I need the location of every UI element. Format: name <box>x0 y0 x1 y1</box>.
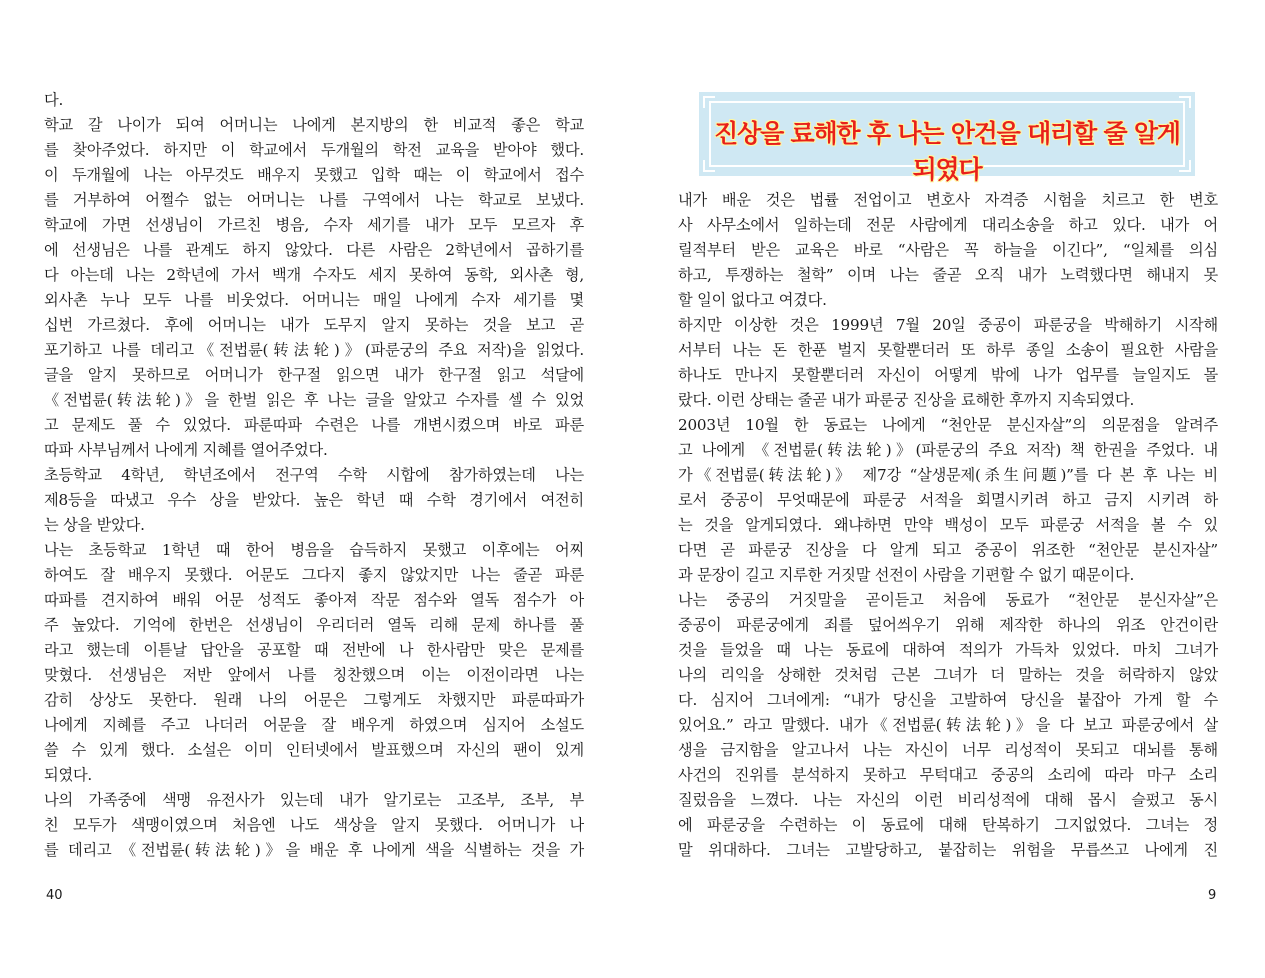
text-line: 하지만 이상한 것은 1999년 7월 20일 중공이 파룬궁을 박해하기 시작해 <box>678 316 1218 334</box>
text-line: 학교에 가면 선생님이 가르친 병음, 수자 세기를 내가 모두 모르자 후 <box>44 216 584 234</box>
banner-corner-ornament <box>1179 96 1191 108</box>
text-line: 맞혔다. 선생님은 저반 앞에서 나를 칭찬했으며 이는 이전이라면 나는 <box>44 666 584 684</box>
banner-corner-ornament <box>703 96 715 108</box>
chapter-title: 진상을 료해한 후 나는 안건을 대리할 줄 알게 되였다 <box>714 119 1180 184</box>
text-line: 주 높았다. 기억에 한번은 선생님이 우리더러 열독 리해 문제 하나를 풀 <box>44 616 584 634</box>
text-line: 에 선생님은 나를 관계도 하지 않았다. 다른 사람은 2학년에서 곱하기를 <box>44 241 584 259</box>
text-line: 다. 심지어 그녀에게: “내가 당신을 고발하여 당신을 붙잡아 가게 할 수 <box>678 691 1218 709</box>
text-line: 서부터 나는 돈 한푼 벌지 못할뿐더러 또 하루 종일 소송이 필요한 사람을 <box>678 341 1218 359</box>
text-line: 에 파룬궁을 수련하는 이 동료에 대해 탄복하기 그지없었다. 그녀는 정 <box>678 816 1218 834</box>
text-line: 는 상을 받았다. <box>44 516 145 534</box>
text-line: 를 데리고 《전법륜(转法轮)》을 배운 후 나에게 색을 식별하는 것을 가 <box>44 841 584 859</box>
text-line: 다. <box>44 91 64 109</box>
text-line: 를 거부하여 어쩔수 없는 어머니는 나를 구역에서 나는 학교로 보냈다. <box>44 191 584 209</box>
text-line: 고 나에게 《전법륜(转法轮)》(파룬궁의 주요 저작) 책 한권을 주었다. 내 <box>678 441 1218 459</box>
text-line: 친 모두가 색맹이였으며 처음엔 나도 색상을 알지 못했다. 어머니가 나 <box>44 816 584 834</box>
text-line: 십번 가르쳤다. 후에 어머니는 내가 도무지 알지 못하는 것을 보고 곧 <box>44 316 584 334</box>
text-line: 질렀음을 느꼈다. 나는 자신의 이런 비리성적에 대해 몹시 슬펐고 동시 <box>678 791 1218 809</box>
text-line: 고 문제도 풀 수 있었다. 파룬따파 수련은 나를 개변시켰으며 바로 파룬 <box>44 416 584 434</box>
chapter-title-banner <box>699 92 1195 184</box>
text-line: 쓸 수 있게 했다. 소설은 이미 인터넷에서 발표했으며 자신의 팬이 있게 <box>44 741 584 759</box>
text-line: 하고, 투쟁하는 철학” 이며 나는 줄곧 오직 내가 노력했다면 해내지 못 <box>678 266 1218 284</box>
text-line: 를 찾아주었다. 하지만 이 학교에서 두개월의 학전 교육을 받아야 했다. <box>44 141 584 159</box>
text-line: 감히 상상도 못한다. 원래 나의 어문은 그렇게도 차했지만 파룬따파가 <box>44 691 584 709</box>
text-line: 있어요.” 라고 말했다. 내가《전법륜(转法轮)》을 다 보고 파룬궁에서 살 <box>678 716 1218 734</box>
text-line: 다면 곧 파룬궁 진상을 다 알게 되고 중공이 위조한 “천안문 분신자살” <box>678 541 1218 559</box>
text-line: 《전법륜(转法轮)》을 한벌 읽은 후 나는 글을 알았고 수자를 셀 수 있었 <box>44 391 584 409</box>
text-line: 따파 사부님께서 나에게 지혜를 열어주었다. <box>44 441 328 459</box>
text-line: 따파를 견지하여 배워 어문 성적도 좋아져 작문 점수와 열독 점수가 아 <box>44 591 584 609</box>
text-line: 할 일이 없다고 여겼다. <box>678 291 827 309</box>
text-line: 나에게 지혜를 주고 나더러 어문을 잘 배우게 하였으며 심지어 소설도 <box>44 716 584 734</box>
text-line: 말 위대하다. 그녀는 고발당하고, 붙잡히는 위험을 무릅쓰고 나에게 진 <box>678 841 1218 859</box>
text-line: 는 것을 알게되였다. 왜냐하면 만약 백성이 모두 파룬궁 서적을 볼 수 있 <box>678 516 1218 534</box>
text-line: 과 문장이 길고 지루한 거짓말 선전이 사람을 기편할 수 없기 때문이다. <box>678 566 1135 584</box>
text-line: 가《전법륜(转法轮)》 제7강 “살생문제(杀生问题)”를 다 본 후 나는 비 <box>678 466 1218 484</box>
text-line: 하여도 잘 배우지 못했다. 어문도 그다지 좋지 않았지만 나는 줄곧 파룬 <box>44 566 584 584</box>
left-page-text <box>44 88 584 863</box>
text-line: 학교 갈 나이가 되여 어머니는 나에게 본지방의 한 비교적 좋은 학교 <box>44 116 584 134</box>
text-line: 외사촌 누나 모두 나를 비웃었다. 어머니는 매일 나에게 수자 세기를 몇 <box>44 291 584 309</box>
text-line: 사 사무소에서 일하는데 전문 사람에게 대리소송을 하고 있다. 내가 어 <box>678 216 1218 234</box>
text-line: 나는 초등학교 1학년 때 한어 병음을 습득하지 못했고 이후에는 어찌 <box>44 541 584 559</box>
text-line: 것을 들었을 때 나는 동료에 대하여 적의가 가득차 있었다. 마치 그녀가 <box>678 641 1218 659</box>
right-page-text <box>678 188 1218 863</box>
text-line: 글을 알지 못하므로 어머니가 한구절 읽으면 내가 한구절 읽고 석달에 <box>44 366 584 384</box>
text-line: 랐다. 이런 상태는 줄곧 내가 파룬궁 진상을 료해한 후까지 지속되였다. <box>678 391 1135 409</box>
text-line: 로서 중공이 무엇때문에 파룬궁 서적을 회멸시키려 하고 금지 시키려 하 <box>678 491 1218 509</box>
text-line: 라고 했는데 이튿날 답안을 공포할 때 전반에 나 한사람만 맞은 문제를 <box>44 641 584 659</box>
text-line: 다 아는데 나는 2학년에 가서 백개 수자도 세지 못하여 동학, 외사촌 형, <box>44 266 584 284</box>
text-line: 포기하고 나를 데리고《전법륜(转法轮)》(파룬궁의 주요 저작)을 읽었다. <box>44 341 584 359</box>
page-number: 9 <box>1208 888 1217 903</box>
text-line: 나의 리익을 상해한 것처럼 근본 그녀가 더 말하는 것을 허락하지 않았 <box>678 666 1218 684</box>
text-line: 나는 중공의 거짓말을 곧이듣고 처음에 동료가 “천안문 분신자살”은 <box>678 591 1218 609</box>
text-line: 제8등을 따냈고 우수 상을 받았다. 높은 학년 때 수학 경기에서 여전히 <box>44 491 584 509</box>
text-line: 하나도 만나지 못할뿐더러 자신이 어떻게 밖에 나가 업무를 늘일지도 몰 <box>678 366 1218 384</box>
text-line: 내가 배운 것은 법률 전업이고 변호사 자격증 시험을 치르고 한 변호 <box>678 191 1218 209</box>
text-line: 초등학교 4학년, 학년조에서 전구역 수학 시합에 참가하였는데 나는 <box>44 466 584 484</box>
text-line: 릴적부터 받은 교육은 바로 “사람은 꼭 하늘을 이긴다”, “일체를 의심 <box>678 241 1218 259</box>
text-line: 중공이 파룬궁에게 죄를 덮어씌우기 위해 제작한 하나의 위조 안건이란 <box>678 616 1218 634</box>
text-line: 나의 가족중에 색맹 유전사가 있는데 내가 알기로는 고조부, 조부, 부 <box>44 791 584 809</box>
text-line: 이 두개월에 나는 아무것도 배우지 못했고 입학 때는 이 학교에서 접수 <box>44 166 584 184</box>
text-line: 2003년 10월 한 동료는 나에게 “천안문 분신자살”의 의문점을 알려주 <box>678 416 1218 434</box>
text-line: 생을 금지함을 알고나서 나는 자신이 너무 리성적이 못되고 대뇌를 통해 <box>678 741 1218 759</box>
text-line: 되였다. <box>44 766 93 784</box>
text-line: 사건의 진위를 분석하지 못하고 무턱대고 중공의 소리에 따라 마구 소리 <box>678 766 1218 784</box>
page-number: 40 <box>46 888 63 903</box>
